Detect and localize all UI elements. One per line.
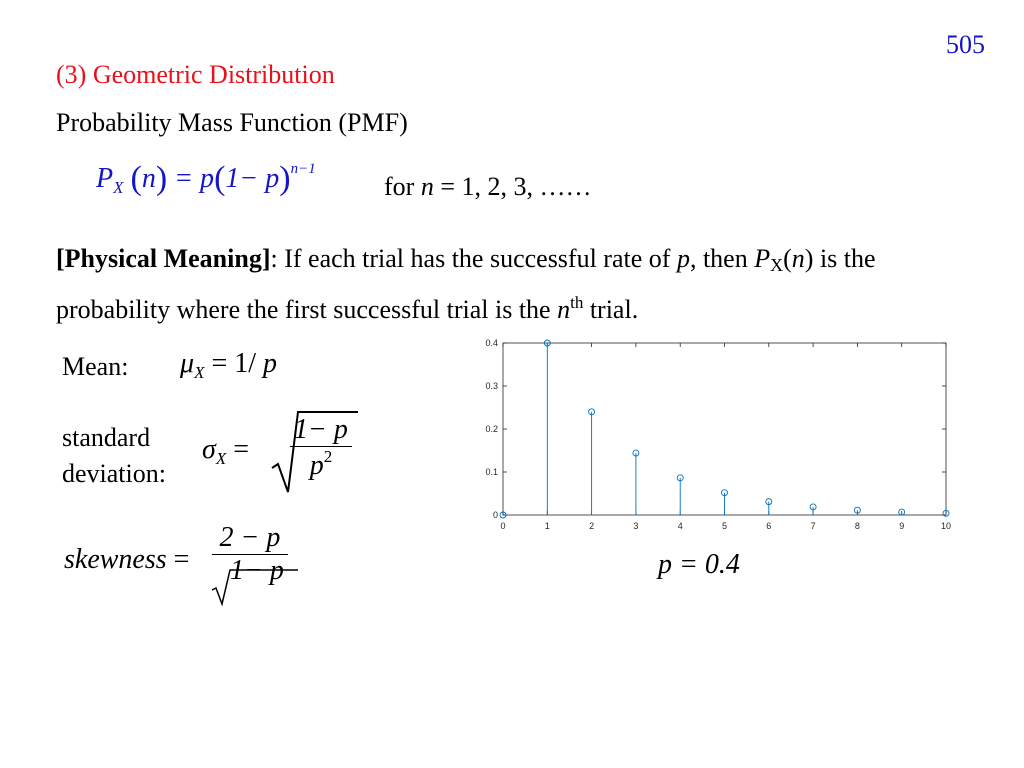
x-tick-label: 9 [899, 521, 905, 531]
meaning-text-4: trial. [583, 295, 639, 324]
x-tick-label: 4 [677, 521, 683, 531]
page-title: (3) Geometric Distribution [56, 60, 335, 89]
mean-mu: μ [180, 348, 195, 379]
meaning-close: ) [804, 244, 814, 273]
stddev-numerator: 1− p [294, 414, 348, 445]
mean-rhs: = 1/ [211, 348, 264, 379]
x-tick-label: 10 [940, 521, 952, 531]
meaning-text-3: is the probability where the first successful trial is the [56, 244, 876, 324]
meaning-sub: X [770, 255, 784, 275]
meaning-P: P [754, 244, 771, 273]
plot-area [503, 343, 946, 515]
stddev-sub: X [215, 449, 227, 468]
x-tick-label: 6 [766, 521, 772, 531]
pmf-exponent: n−1 [290, 161, 316, 177]
skewness-denominator: 1− p [230, 555, 284, 586]
pmf-eq: = p [174, 163, 215, 194]
skewness-sqrt-sign [210, 568, 300, 608]
x-tick-label: 0 [500, 521, 506, 531]
meaning-open: ( [783, 244, 792, 273]
y-tick-label: 0.4 [485, 338, 498, 348]
x-tick-label: 8 [854, 521, 860, 531]
skewness-lhs [64, 544, 189, 576]
meaning-text-1: : If each trial has the successful rate of [270, 244, 677, 273]
for-text: for [384, 172, 415, 201]
mean-formula [180, 348, 277, 383]
p-value-label: p = 0.4 [658, 549, 740, 580]
stddev-label-line1: standard [62, 423, 151, 452]
pmf-p: P [96, 163, 114, 194]
pmf-range [384, 172, 592, 202]
mean-label: Mean: [62, 352, 129, 381]
pmf-formula: $P_X$ $(n) = p(1- p)^{n-1}$ [96, 160, 316, 197]
skewness-eq: = [173, 544, 190, 575]
physical-meaning [56, 240, 986, 329]
meaning-text-2: , then [689, 244, 755, 273]
y-tick-label: 0.2 [485, 424, 498, 434]
y-tick-label: 0 [492, 510, 498, 520]
x-tick-label: 1 [544, 521, 550, 531]
y-tick-label: 0.3 [485, 381, 498, 391]
pmf-sub: X [113, 178, 124, 197]
stddev-den-exp: 2 [323, 447, 333, 466]
page-number: 505 [946, 30, 985, 59]
stddev-denominator: p [309, 450, 324, 481]
stddev-label-line2: deviation: [62, 459, 166, 488]
stddev-eq: = [233, 434, 249, 465]
meaning-n: n [791, 244, 805, 273]
skewness-numerator: 2 − p [219, 522, 281, 553]
section-subtitle: Probability Mass Function (PMF) [56, 108, 408, 137]
stddev-lhs [202, 434, 249, 469]
x-tick-label: 7 [810, 521, 816, 531]
pmf-one-minus-p: 1− p [225, 163, 280, 194]
meaning-heading: [Physical Meaning] [56, 244, 271, 273]
x-tick-label: 3 [633, 521, 639, 531]
x-tick-label: 5 [721, 521, 728, 531]
stddev-sigma: σ [202, 434, 216, 465]
range-n: n [420, 172, 434, 201]
x-tick-label: 2 [589, 521, 595, 531]
pmf-stem-chart [470, 332, 960, 537]
pmf-n: n [141, 163, 156, 194]
mean-p: p [263, 348, 278, 379]
mean-sub: X [194, 363, 205, 382]
y-tick-label: 0.1 [485, 467, 498, 477]
skewness-label: skewness [64, 544, 167, 575]
meaning-n2: n [557, 295, 571, 324]
range-values: = 1, 2, 3, …… [440, 172, 592, 201]
stddev-label [62, 420, 166, 492]
meaning-p: p [676, 244, 690, 273]
meaning-th: th [570, 293, 584, 312]
stddev-fraction [290, 414, 352, 482]
